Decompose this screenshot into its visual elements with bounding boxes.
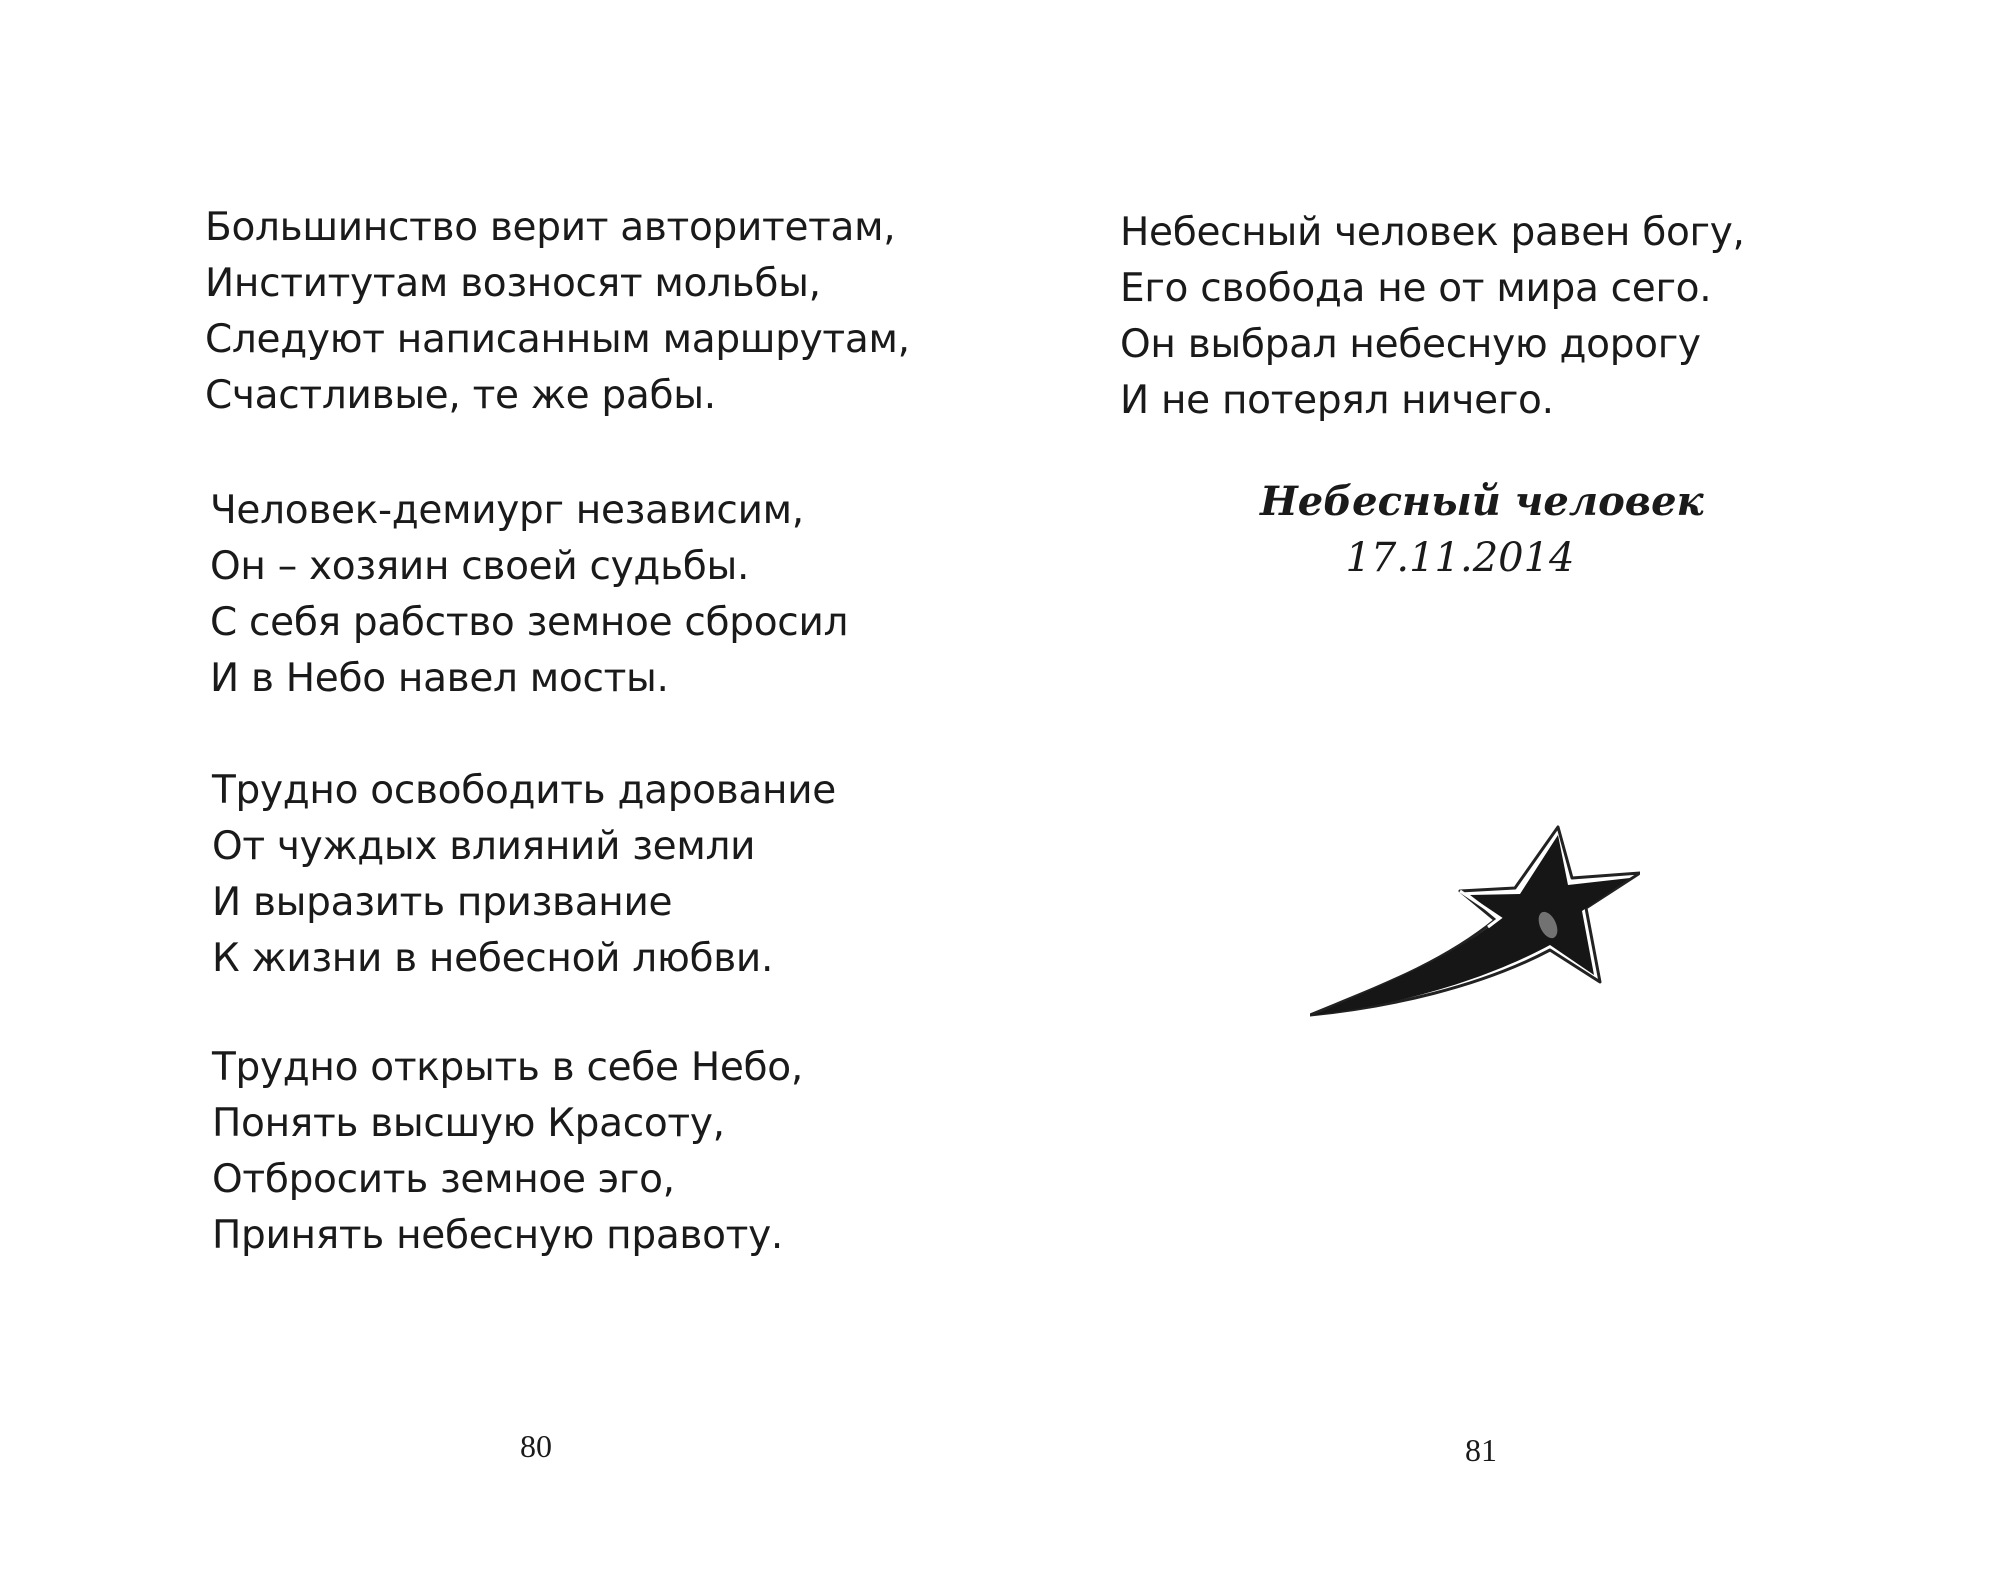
stanza bbox=[205, 200, 910, 424]
poem-line: И в Небо навел мосты. bbox=[210, 656, 669, 701]
stanza bbox=[210, 483, 848, 707]
poem-line: Он – хозяин своей судьбы. bbox=[210, 544, 750, 589]
right-page bbox=[1000, 0, 2000, 1588]
poem-line: Принять небесную правоту. bbox=[212, 1213, 783, 1258]
stanza bbox=[1120, 205, 1745, 429]
poem-line: Человек-демиург независим, bbox=[210, 488, 804, 533]
poem-line: И не потерял ничего. bbox=[1120, 378, 1554, 423]
page-number: 80 bbox=[520, 1428, 552, 1464]
poem-line: Счастливые, те же рабы. bbox=[205, 373, 716, 418]
poem-line: Он выбрал небесную дорогу bbox=[1120, 322, 1701, 367]
poem-date: 17.11.2014 bbox=[1345, 535, 1575, 581]
poem-line: Понять высшую Красоту, bbox=[212, 1101, 725, 1146]
poem-line: И выразить призвание bbox=[212, 880, 673, 925]
poem-line: От чуждых влияний земли bbox=[212, 824, 756, 869]
poem-line: Его свобода не от мира сего. bbox=[1120, 266, 1712, 311]
poem-line: К жизни в небесной любви. bbox=[212, 936, 774, 981]
poem-line: Институтам возносят мольбы, bbox=[205, 261, 821, 306]
poem-line: Большинство верит авторитетам, bbox=[205, 205, 896, 250]
poem-title: Небесный человек bbox=[1260, 478, 1704, 525]
poem-line: Следуют написанным маршрутам, bbox=[205, 317, 910, 362]
poem-line: Трудно освободить дарование bbox=[212, 768, 836, 813]
poem-line: С себя рабство земное сбросил bbox=[210, 600, 849, 645]
shooting-star-icon bbox=[1310, 815, 1640, 1035]
stanza bbox=[212, 763, 836, 987]
poem-line: Трудно открыть в себе Небо, bbox=[212, 1045, 803, 1090]
poem-line: Отбросить земное эго, bbox=[212, 1157, 675, 1202]
stanza bbox=[212, 1040, 803, 1264]
poem-line: Небесный человек равен богу, bbox=[1120, 210, 1745, 255]
page-number: 81 bbox=[1465, 1432, 1497, 1468]
